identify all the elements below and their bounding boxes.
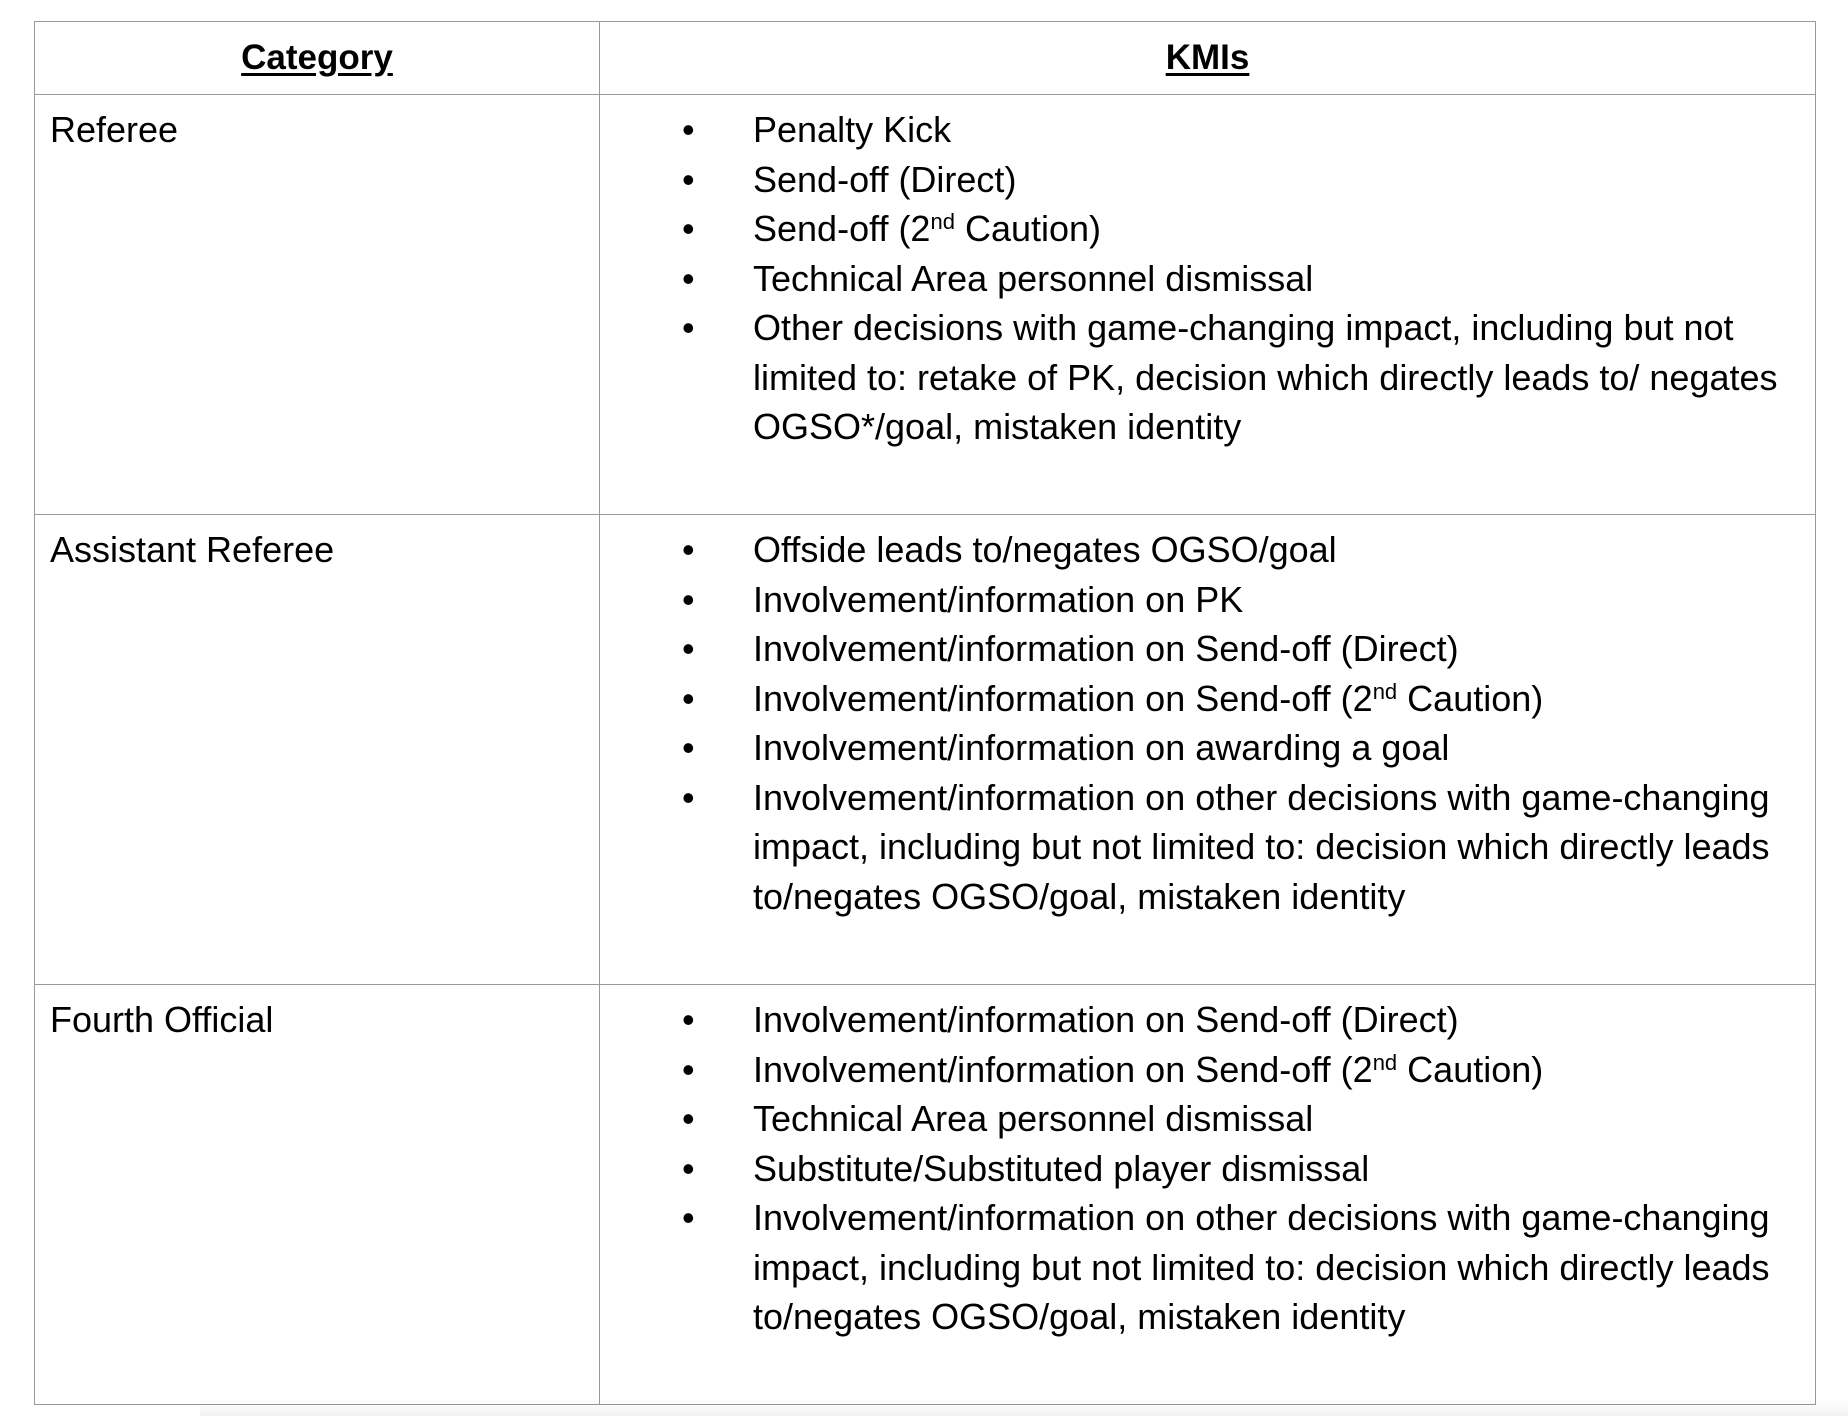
table-header-row bbox=[35, 22, 1816, 95]
list-item: • Involvement/information on awarding a goal bbox=[600, 723, 1795, 773]
table-row-fourth-official bbox=[35, 985, 1816, 1405]
kmi-list bbox=[600, 105, 1795, 452]
list-item: • Involvement/information on PK bbox=[600, 575, 1795, 625]
bullet-icon: • bbox=[682, 307, 695, 348]
list-item: • Involvement/information on Send-off (2nd Caution) bbox=[600, 674, 1795, 724]
bullet-icon: • bbox=[682, 257, 695, 299]
list-item: • Send-off (Direct) bbox=[600, 155, 1795, 205]
bullet-icon: • bbox=[682, 776, 695, 818]
bullet-icon: • bbox=[682, 1048, 695, 1090]
bullet-icon: • bbox=[682, 1197, 695, 1238]
bullet-icon: • bbox=[682, 999, 695, 1040]
list-item: • Technical Area personnel dismissal bbox=[600, 1094, 1795, 1144]
kmi-list bbox=[600, 525, 1795, 921]
header-category: Category bbox=[35, 22, 600, 95]
bullet-icon: • bbox=[682, 158, 695, 200]
category-label: Referee bbox=[50, 109, 179, 150]
category-label: Assistant Referee bbox=[50, 529, 335, 570]
list-item: • Send-off (2nd Caution) bbox=[600, 204, 1795, 254]
bullet-icon: • bbox=[682, 677, 695, 719]
list-item: • Involvement/information on Send-off (2nd Caution) bbox=[600, 1045, 1795, 1095]
category-cell bbox=[35, 985, 600, 1405]
page-bottom-shadow bbox=[200, 1398, 1848, 1416]
bullet-icon: • bbox=[682, 529, 695, 570]
table-row-referee bbox=[35, 95, 1816, 515]
category-cell bbox=[35, 95, 600, 515]
kmi-cell bbox=[600, 515, 1816, 985]
list-item: • Involvement/information on Send-off (Direct) bbox=[600, 995, 1795, 1045]
table-row-assistant-referee bbox=[35, 515, 1816, 985]
list-item: • Penalty Kick bbox=[600, 105, 1795, 155]
bullet-icon: • bbox=[682, 1098, 695, 1139]
list-item: • Involvement/information on Send-off (Direct) bbox=[600, 624, 1795, 674]
kmi-table bbox=[34, 21, 1816, 1405]
bullet-icon: • bbox=[682, 1147, 695, 1189]
bullet-icon: • bbox=[682, 109, 695, 150]
list-item: • Involvement/information on other decisions with game-changing impact, including but not limited to: decision which directly leads to/negates OGSO/goal, mistaken identity bbox=[600, 773, 1795, 922]
bullet-icon: • bbox=[682, 628, 695, 669]
bullet-icon: • bbox=[682, 208, 695, 249]
list-item: • Involvement/information on other decisions with game-changing impact, including but not limited to: decision which directly leads to/negates OGSO/goal, mistaken identity bbox=[600, 1193, 1795, 1342]
kmi-cell bbox=[600, 985, 1816, 1405]
kmi-list bbox=[600, 995, 1795, 1342]
list-item: • Offside leads to/negates OGSO/goal bbox=[600, 525, 1795, 575]
kmi-cell bbox=[600, 95, 1816, 515]
list-item: • Technical Area personnel dismissal bbox=[600, 254, 1795, 304]
list-item: • Other decisions with game-changing impact, including but not limited to: retake of PK, decision which directly leads to/ negates OGSO*/goal, mistaken identity bbox=[600, 303, 1795, 452]
bullet-icon: • bbox=[682, 727, 695, 768]
bullet-icon: • bbox=[682, 578, 695, 620]
category-label: Fourth Official bbox=[50, 999, 274, 1040]
category-cell bbox=[35, 515, 600, 985]
header-kmis: KMIs bbox=[600, 22, 1816, 95]
list-item: • Substitute/Substituted player dismissal bbox=[600, 1144, 1795, 1194]
